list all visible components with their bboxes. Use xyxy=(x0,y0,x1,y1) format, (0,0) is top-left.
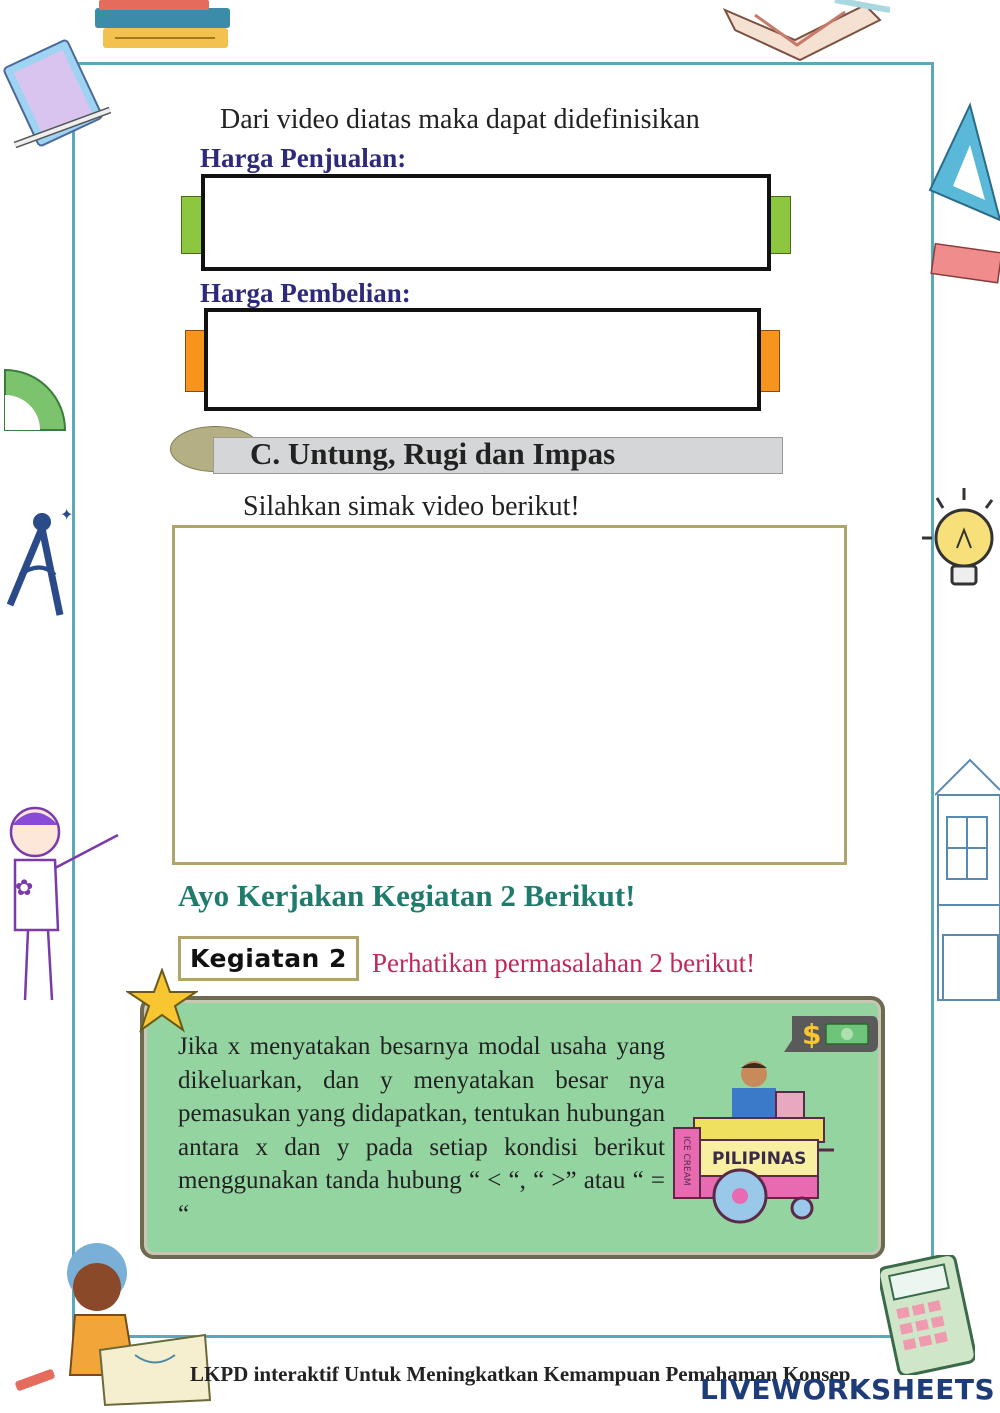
kegiatan-2-instruction: Perhatikan permasalahan 2 berikut! xyxy=(372,948,756,978)
money-speech-bubble-icon xyxy=(772,1010,880,1056)
set-square-ruler-icon xyxy=(925,100,1000,290)
svg-text:✦: ✦ xyxy=(60,505,74,524)
protractor-icon xyxy=(0,365,70,435)
ice-cream-cart-vendor-icon xyxy=(672,1058,837,1226)
problem-text: Jika x menyatakan besarnya modal usaha yang dikeluarkan, dan y menyatakan besar nya pemasukan yang didapatkan, tentukan hubungan antara x dan y pada setiap kondisi berikut menggunakan tanda hubung “ < “, “ >” atau “ = “ xyxy=(178,1033,665,1228)
harga-penjualan-right-tab xyxy=(768,196,791,254)
light-bulb-icon xyxy=(912,488,1000,598)
cart-sign-text: PILIPINAS xyxy=(712,1149,807,1169)
notebook-pencil-icon xyxy=(0,30,125,155)
child-drawing-icon xyxy=(15,1235,215,1413)
harga-pembelian-label: Harga Pembelian: xyxy=(200,278,411,308)
calculator-icon xyxy=(880,1255,975,1375)
kegiatan-2-label: Kegiatan 2 xyxy=(178,936,359,981)
harga-pembelian-answer-box[interactable] xyxy=(204,308,761,411)
ayo-kerjakan-heading: Ayo Kerjakan Kegiatan 2 Berikut! xyxy=(178,878,636,913)
section-c-title: C. Untung, Rugi dan Impas xyxy=(250,436,616,471)
video-player-box[interactable] xyxy=(172,525,847,865)
video-instruction: Silahkan simak video berikut! xyxy=(243,491,580,522)
footer-title: LKPD interaktif Untuk Meningkatkan Kemampuan Pemahaman Konsep xyxy=(190,1362,851,1386)
child-waving-icon xyxy=(0,800,125,1010)
svg-text:✿: ✿ xyxy=(15,876,34,901)
harga-penjualan-answer-box[interactable] xyxy=(201,174,771,271)
money-dollar-symbol: $ xyxy=(802,1018,822,1051)
star-icon xyxy=(126,968,198,1034)
cart-side-text: ICE CREAM xyxy=(681,1136,691,1186)
open-book-icon xyxy=(715,0,890,70)
harga-pembelian-right-tab xyxy=(758,330,780,392)
liveworksheets-watermark: LIVEWORKSHEETS xyxy=(700,1373,996,1406)
compass-icon xyxy=(0,500,75,620)
house-outline-icon xyxy=(935,755,1000,1005)
harga-penjualan-label: Harga Penjualan: xyxy=(200,143,407,173)
intro-text: Dari video diatas maka dapat didefinisikan xyxy=(220,104,700,135)
